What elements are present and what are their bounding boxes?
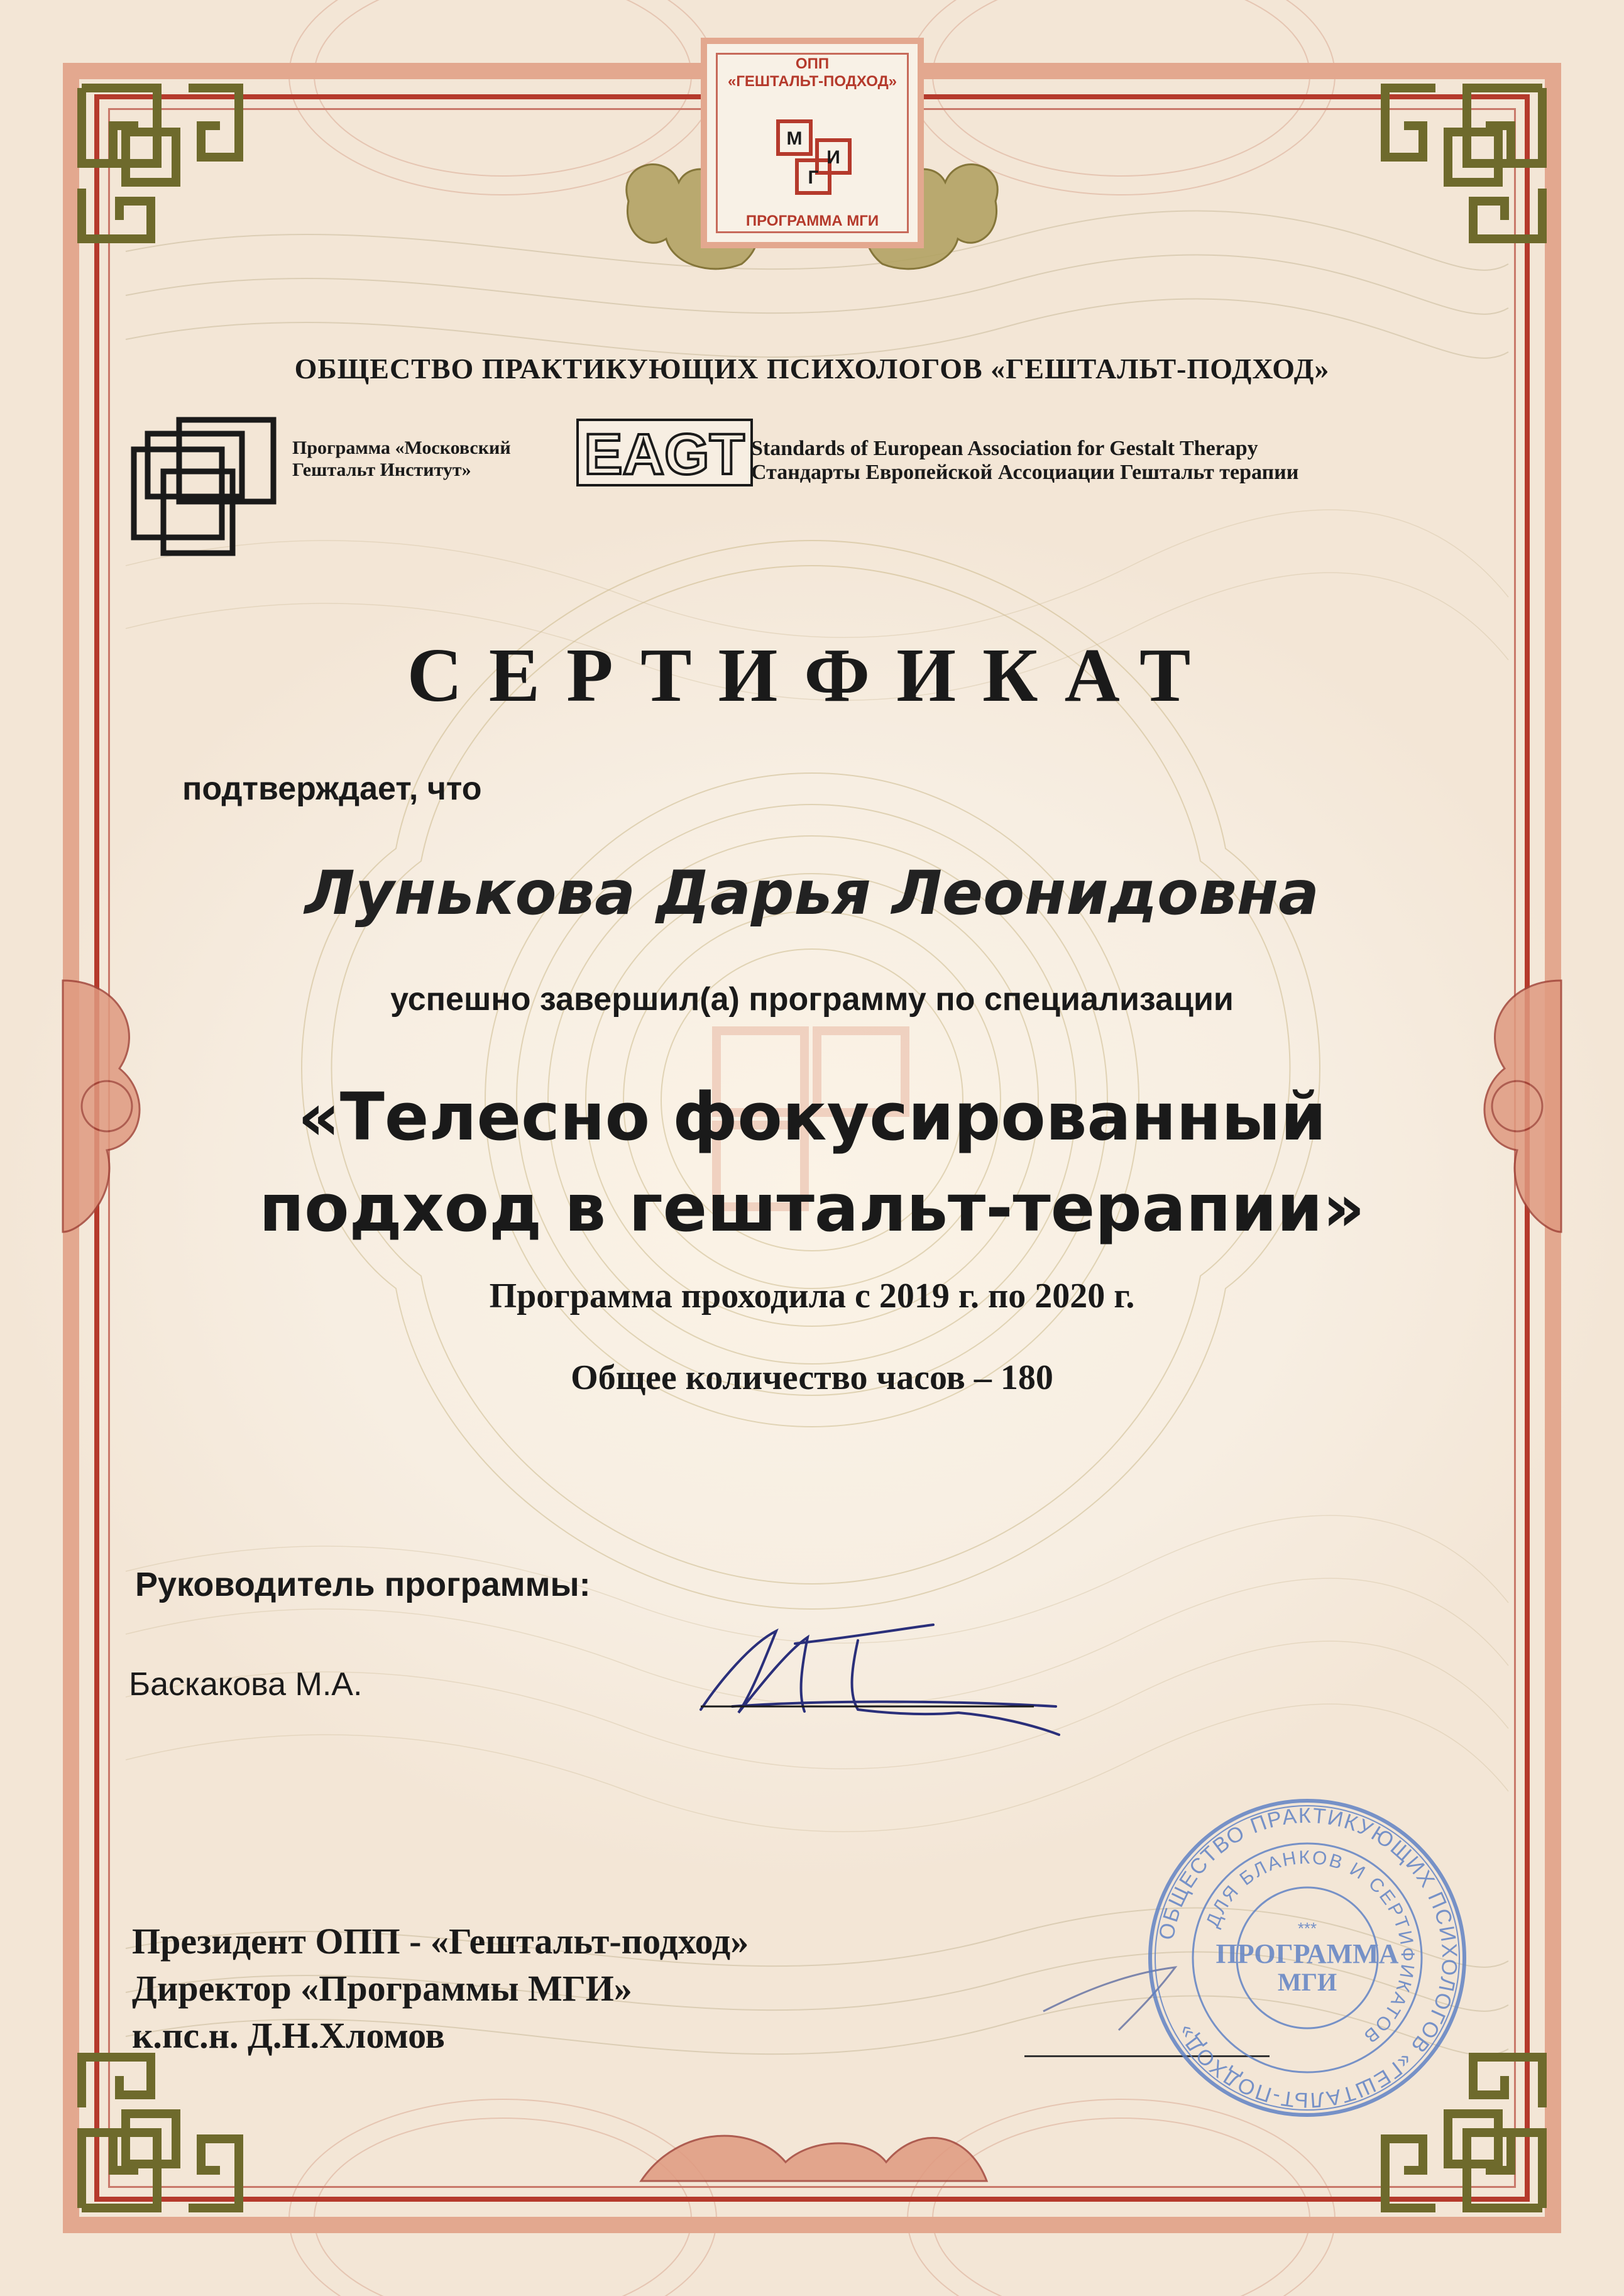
recipient-name: Лунькова Дарья Леонидовна: [305, 858, 1319, 928]
corner-ornament-bottom-left: [82, 2057, 239, 2208]
corner-ornament-top-left: [82, 88, 239, 239]
badge-letter-g: Г: [808, 167, 819, 188]
stamp-center-line1: ПРОГРАММА: [1215, 1938, 1399, 1969]
moscow-gestalt-institute-logo-icon: [129, 415, 280, 559]
confirms-text: подтверждает, что: [182, 771, 482, 807]
program-name-line1: «Телесно фокусированный: [297, 1079, 1327, 1155]
director-title: Директор «Программы МГИ»: [132, 1968, 632, 2009]
badge-letter-i: И: [826, 147, 840, 168]
program-leader-name: Баскакова М.А.: [129, 1666, 363, 1703]
moscow-program-line1: Программа «Московский: [292, 437, 511, 458]
program-name-line2: подход в гештальт-терапии»: [259, 1170, 1365, 1246]
eagt-logo: [575, 415, 754, 490]
certificate-title: СЕРТИФИКАТ: [407, 633, 1217, 718]
corner-ornament-top-right: [1385, 88, 1542, 239]
program-period: Программа проходила с 2019 г. по 2020 г.: [489, 1277, 1135, 1316]
organization-name: ОБЩЕСТВО ПРАКТИКУЮЩИХ ПСИХОЛОГОВ «ГЕШТАЛЬТ-ПОДХОД»: [294, 353, 1330, 385]
eagt-standards-ru: Стандарты Европейской Ассоциации Гештальт терапии: [751, 461, 1299, 485]
badge-bottom-text: ПРОГРАММА МГИ: [745, 212, 879, 229]
program-badge: [701, 38, 924, 248]
badge-letter-m: М: [786, 128, 803, 149]
moscow-program-text: [292, 437, 511, 481]
total-hours: Общее количество часов – 180: [571, 1358, 1053, 1397]
leader-signature: [694, 1606, 1072, 1744]
bottom-ornament: [641, 2136, 987, 2181]
eagt-standards-en: Standards of European Association for Gestalt Therapy: [751, 437, 1258, 460]
stamp-inner-text: ДЛЯ БЛАНКОВ И СЕРТИФИКАТОВ: [1202, 1847, 1418, 2048]
program-leader-label: Руководитель программы:: [135, 1566, 591, 1603]
president-name: к.пс.н. Д.Н.Хломов: [132, 2015, 445, 2056]
badge-top-text: [707, 55, 918, 90]
eagt-standards-text: [751, 437, 1298, 485]
stamp-center-line2: МГИ: [1277, 1968, 1337, 1996]
mgi-logo-icon: [773, 116, 855, 198]
moscow-program-line2: Гештальт Институт»: [292, 459, 471, 481]
badge-gestalt: «ГЕШТАЛЬТ-ПОДХОД»: [727, 72, 897, 90]
president-title: Президент ОПП - «Гештальт-подход»: [132, 1921, 749, 1962]
eagt-logo-text: EAGT: [584, 422, 745, 486]
badge-opp: ОПП: [795, 55, 830, 72]
stamp-outer-text: ОБЩЕСТВО ПРАКТИКУЮЩИХ ПСИХОЛОГОВ «ГЕШТАЛЬТ-ПОДХОД»: [1154, 1803, 1462, 2112]
organization-stamp: [1144, 1794, 1471, 2121]
completed-text: успешно завершил(а) программу по специализации: [390, 981, 1234, 1018]
stamp-stars: ***: [1297, 1919, 1317, 1938]
